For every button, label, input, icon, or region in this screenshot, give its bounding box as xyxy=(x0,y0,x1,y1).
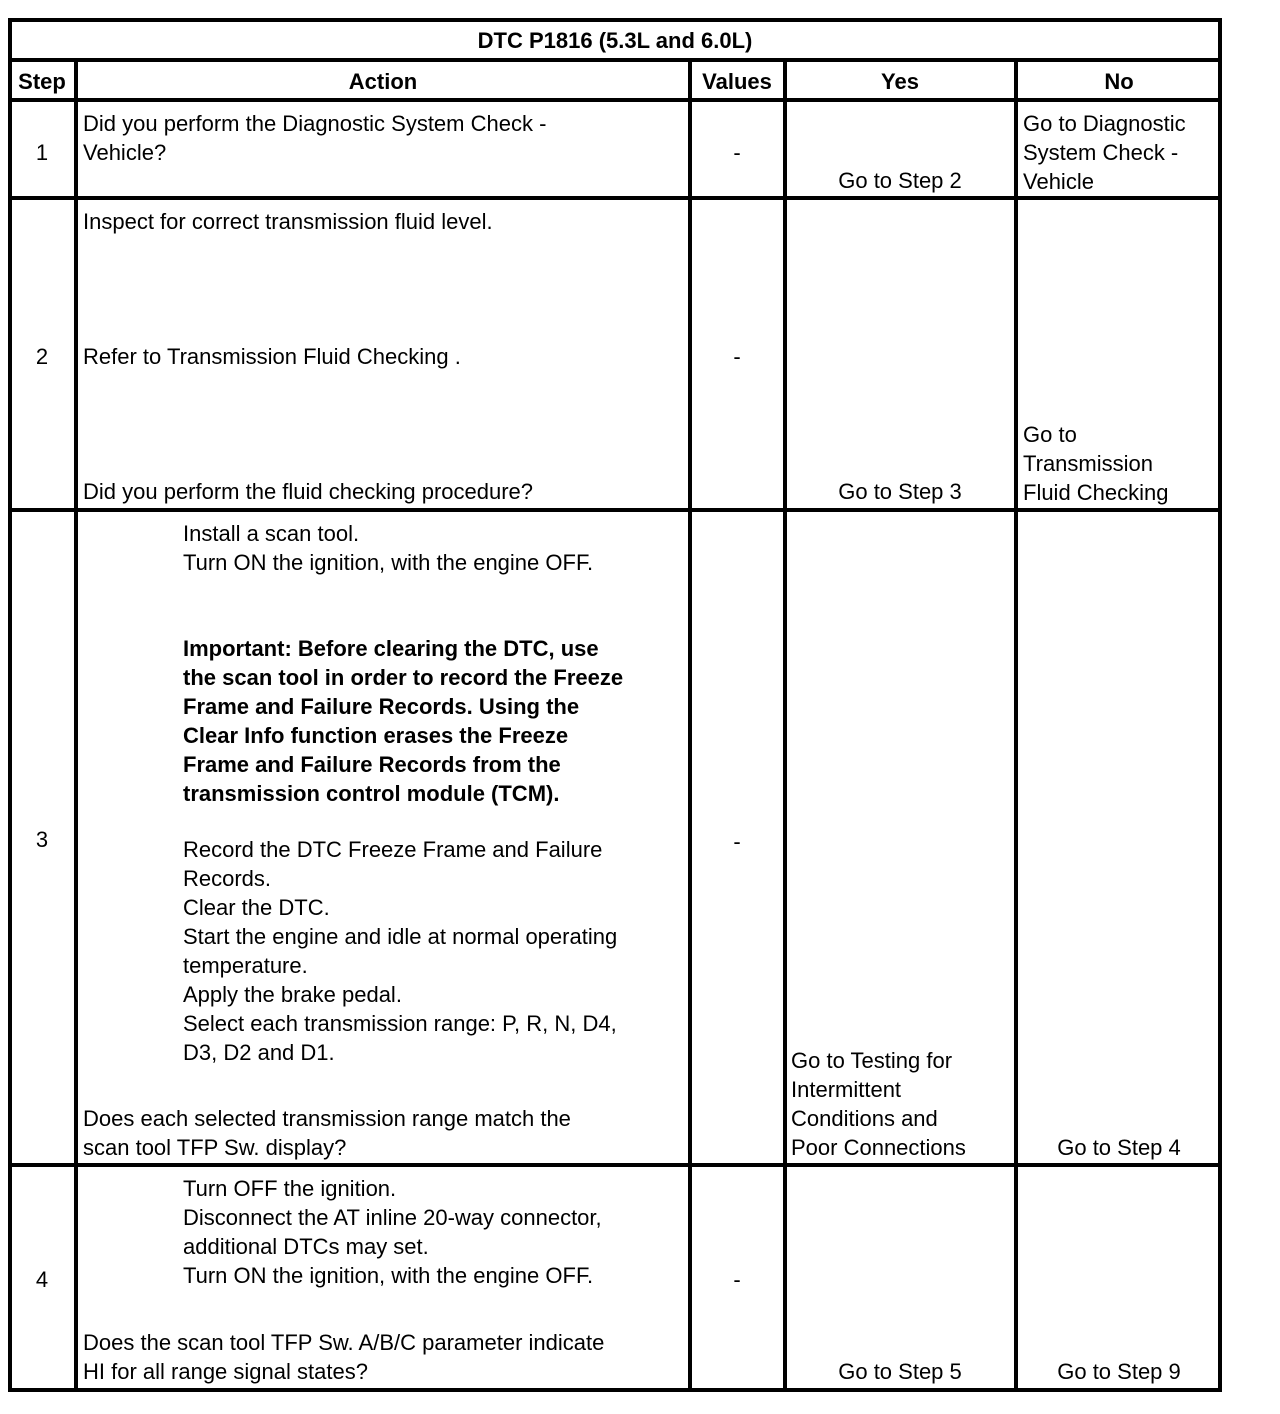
action-text: Record the DTC Freeze Frame and Failure Records. Clear the DTC. Start the engine and idle at normal operating temperature. Apply the brake pedal. Select each transmission range: P, R, N, D4, D3, D2 and D1. xyxy=(183,837,618,1065)
yes-link[interactable]: Go to Testing for Intermittent Conditions and Poor Connections xyxy=(791,1048,966,1160)
yes-link[interactable]: Go to Step 2 xyxy=(838,168,962,193)
action-text: Turn OFF the ignition. Disconnect the AT inline 20-way connector, additional DTCs may set. Turn ON the ignition, with the engine OFF. xyxy=(183,1176,602,1288)
no-link[interactable]: Go to Diagnostic System Check - Vehicle xyxy=(1023,111,1186,194)
table-title: DTC P1816 (5.3L and 6.0L) xyxy=(477,28,753,53)
no-link[interactable]: Go to Step 4 xyxy=(1057,1135,1181,1160)
action-text: Inspect for correct transmission fluid level. xyxy=(83,209,493,234)
divider xyxy=(688,62,692,1392)
action-text: Did you perform the fluid checking procedure? xyxy=(83,479,534,504)
divider xyxy=(8,508,1222,512)
header-yes: Yes xyxy=(881,69,919,94)
header-values: Values xyxy=(702,69,772,94)
no-link[interactable]: Go to Transmission Fluid Checking xyxy=(1023,422,1169,505)
values-text: - xyxy=(733,1267,741,1292)
step-number: 1 xyxy=(35,140,49,165)
action-text: Does the scan tool TFP Sw. A/B/C parameter indicate HI for all range signal states? xyxy=(83,1330,605,1384)
yes-link[interactable]: Go to Step 5 xyxy=(838,1359,962,1384)
step-number: 3 xyxy=(35,827,49,852)
important-note: Important: Before clearing the DTC, use the scan tool in order to record the Freeze Frame and Failure Records. Using the Clear Info function erases the Freeze Frame and Failure Records from the transmission control module (TCM). xyxy=(183,636,624,806)
divider xyxy=(783,62,787,1392)
yes-link[interactable]: Go to Step 3 xyxy=(838,479,962,504)
action-text: Did you perform the Diagnostic System Check - Vehicle? xyxy=(83,111,547,165)
divider xyxy=(8,1163,1222,1167)
divider xyxy=(8,58,1222,62)
divider xyxy=(74,62,78,1392)
no-link[interactable]: Go to Step 9 xyxy=(1057,1359,1181,1384)
step-number: 2 xyxy=(35,344,49,369)
divider xyxy=(1014,62,1018,1392)
header-no: No xyxy=(1104,69,1134,94)
values-text: - xyxy=(733,829,741,854)
values-text: - xyxy=(733,344,741,369)
action-text: Does each selected transmission range match the scan tool TFP Sw. display? xyxy=(83,1106,571,1160)
step-number: 4 xyxy=(35,1267,49,1292)
action-text: Install a scan tool. Turn ON the ignition, with the engine OFF. xyxy=(183,521,594,575)
action-text: Refer to Transmission Fluid Checking . xyxy=(83,344,461,369)
divider xyxy=(8,196,1222,200)
header-step: Step xyxy=(18,69,66,94)
header-action: Action xyxy=(348,69,418,94)
values-text: - xyxy=(733,140,741,165)
divider xyxy=(8,98,1222,102)
